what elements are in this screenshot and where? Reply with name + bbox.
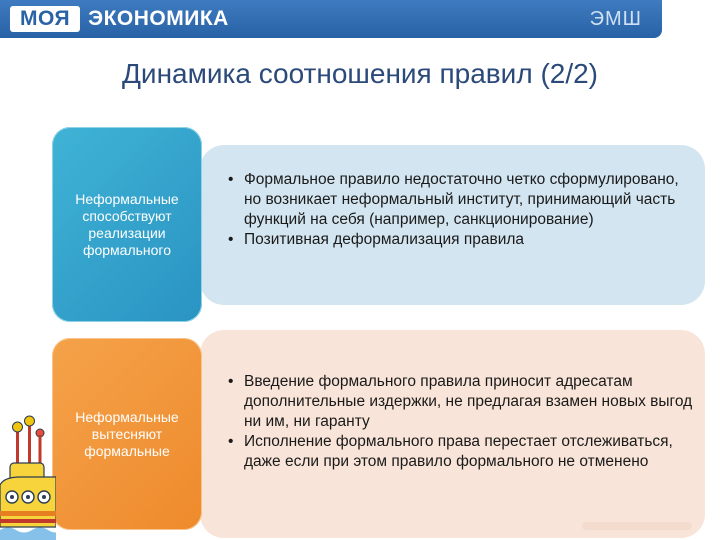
row2-label-text: Неформальные вытесняют формальные [75, 408, 179, 459]
bullet-icon: • [228, 433, 234, 450]
footer-watermark [582, 522, 692, 530]
row2-bullet-1 [228, 372, 693, 432]
row1-content [228, 170, 693, 250]
row2-bullet-2-text: Исполнение формального права перестает отслеживаться, даже если при этом правило формального не отменено [244, 433, 673, 470]
school-label: ЭМШ [589, 8, 642, 30]
row2-label [52, 338, 202, 530]
row1-label-text: Неформальные способствуют реализации формального [75, 190, 179, 258]
bullet-icon: • [228, 231, 234, 248]
row1-bullet-1 [228, 170, 693, 230]
header-banner [0, 0, 662, 38]
row2-bullet-list [228, 372, 693, 472]
row2-bullet-1-text: Введение формального правила приносит адресатам дополнительные издержки, не предлагая взамен новых выгод ни им, ни гаранту [244, 373, 693, 430]
row1-label [52, 127, 202, 322]
row2-content [228, 372, 693, 472]
bullet-icon: • [228, 373, 234, 390]
bullet-icon: • [228, 171, 234, 188]
row2-bullet-2 [228, 432, 693, 472]
slide-title: Динамика соотношения правил (2/2) [121, 58, 599, 89]
brand-logo [10, 5, 229, 33]
row1-bullet-1-text: Формальное правило недостаточно четко сформулировано, но возникает неформальный институт, принимающий часть функций на себя (например, санкционирование) [244, 171, 679, 228]
yellow-submarine-icon [0, 415, 56, 540]
row1-bullet-2-text: Позитивная деформализация правила [244, 231, 525, 248]
brand-economika: ЭКОНОМИКА [88, 7, 229, 30]
row1-bullet-2 [228, 230, 693, 250]
row1-bullet-list [228, 170, 693, 250]
brand-moya: МОЯ [10, 6, 80, 32]
